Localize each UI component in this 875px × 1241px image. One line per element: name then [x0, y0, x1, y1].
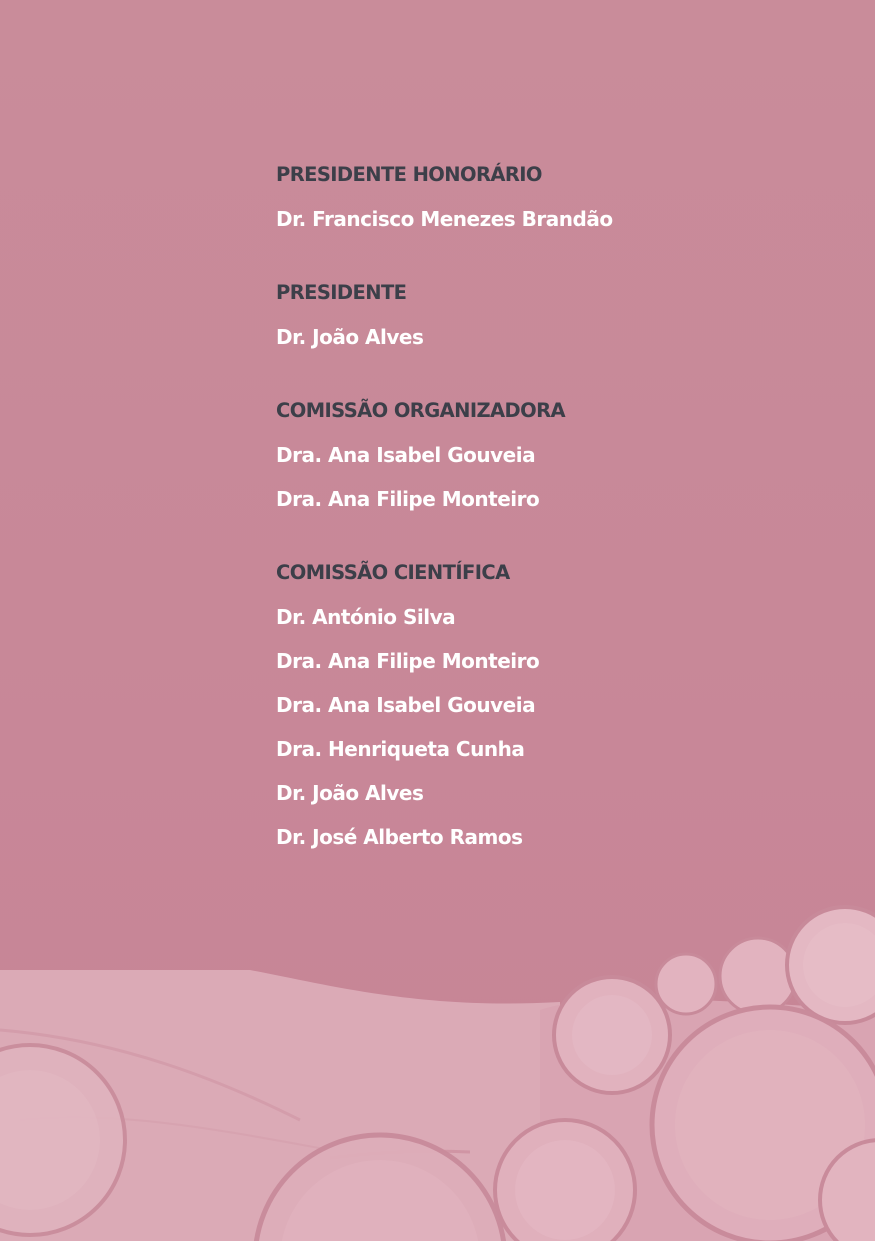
committee-section	[276, 160, 836, 234]
member-name: Dra. Ana Filipe Monteiro	[276, 649, 540, 673]
section-heading: PRESIDENTE HONORÁRIO	[276, 163, 542, 186]
section-heading: COMISSÃO ORGANIZADORA	[276, 399, 565, 422]
committee-list	[276, 160, 836, 896]
member-name: Dr. José Alberto Ramos	[276, 825, 523, 849]
member-name: Dra. Ana Isabel Gouveia	[276, 443, 536, 467]
member-list	[276, 602, 836, 852]
member-name: Dra. Ana Filipe Monteiro	[276, 487, 540, 511]
section-heading: PRESIDENTE	[276, 281, 407, 304]
section-heading: COMISSÃO CIENTÍFICA	[276, 561, 510, 584]
member-list	[276, 204, 836, 234]
member-list	[276, 440, 836, 514]
member-name: Dr. Francisco Menezes Brandão	[276, 207, 613, 231]
member-list	[276, 322, 836, 352]
committee-section	[276, 558, 836, 852]
member-name: Dr. João Alves	[276, 781, 424, 805]
committee-section	[276, 396, 836, 514]
member-name: Dr. João Alves	[276, 325, 424, 349]
member-name: Dra. Henriqueta Cunha	[276, 737, 525, 761]
committee-section	[276, 278, 836, 352]
member-name: Dr. António Silva	[276, 605, 456, 629]
member-name: Dra. Ana Isabel Gouveia	[276, 693, 536, 717]
